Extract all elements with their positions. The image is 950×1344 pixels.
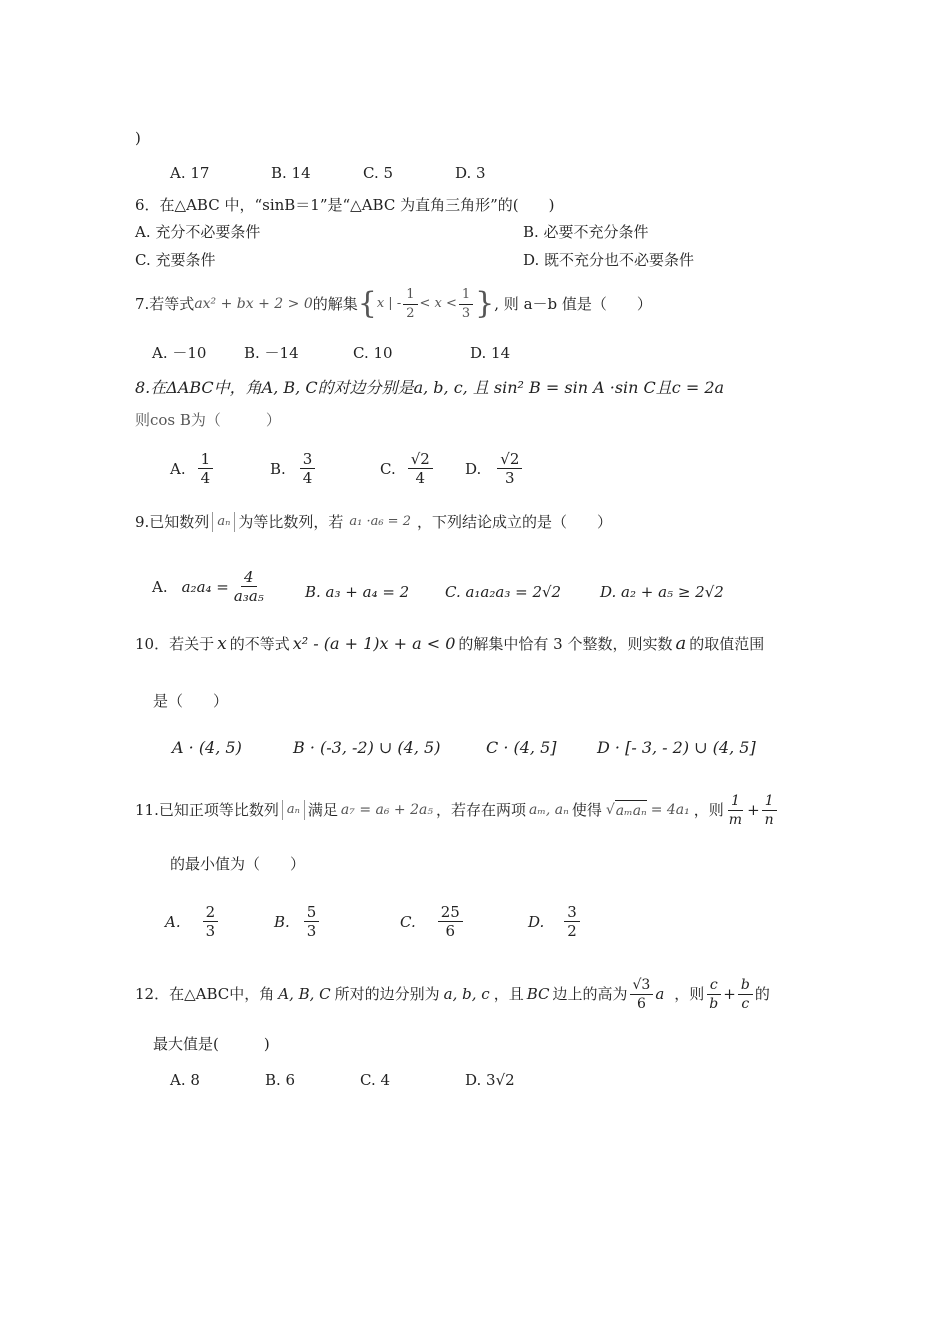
q11-sqrt-body: aₘaₙ [615, 800, 647, 821]
q11-prefix: 11.已知正项等比数列 [135, 801, 279, 819]
q9-sequence: aₙ [212, 512, 235, 532]
q6-stem: 6．在△ABC 中，“sinB＝1”是“△ABC 为直角三角形”的( ) [135, 196, 555, 214]
q7-option-a: A. －10 [152, 344, 207, 362]
q8-option-b: B. $\frac{3}{4}$ [270, 450, 317, 487]
q11-equals: = 4a₁ [650, 802, 690, 818]
q7-set-mid: < x < [419, 296, 457, 311]
q11-fraction-1n: $\frac{1}{n}$ [762, 792, 777, 829]
q8-option-a: A. $\frac{1}{4}$ [170, 450, 215, 487]
q7-option-c: C. 10 [353, 344, 393, 362]
q11-terms: aₘ, aₙ [528, 802, 569, 818]
q8-option-a-fraction: $\frac{1}{4}$ [198, 450, 214, 487]
q12-prefix: 12．在△ABC中，角 [135, 985, 275, 1003]
q12-height-fraction: $\frac{√3}{6}$ [630, 976, 654, 1013]
q10-option-a: A · (4, 5) [172, 738, 242, 757]
q10-option-b: B · (-3, -2) ∪ (4, 5) [293, 738, 441, 757]
q5-tail: ) [135, 129, 141, 147]
q7-option-d: D. 14 [470, 344, 511, 362]
q12-height-a: a [655, 985, 665, 1003]
q10-mid: 的不等式 [229, 635, 290, 653]
q7-suffix: , 则 a－b 值是（ ） [494, 295, 652, 313]
q10-option-c: C · (4, 5] [486, 738, 557, 757]
q12-option-b: B. 6 [265, 1071, 296, 1089]
q7-option-b: B. －14 [244, 344, 299, 362]
q10-var-x: x [217, 634, 227, 654]
q12-mid: 所对的边分别为 [334, 985, 440, 1003]
q12-fraction-bc: $\frac{b}{c}$ [738, 976, 753, 1013]
q11-mid2: ，若存在两项 [435, 801, 526, 819]
q10-line2: 是（ ） [153, 692, 229, 710]
q8-line2: 则cos B为（ ） [135, 411, 281, 429]
q9-mid: 为等比数列，若 [238, 513, 344, 531]
q7-prefix: 7.若等式 [135, 295, 195, 313]
q9-suffix: ，下列结论成立的是（ ） [416, 513, 612, 531]
q12-mid4: ，则 [674, 985, 705, 1003]
q7-brace-right: } [475, 286, 495, 321]
q10-stem [135, 634, 764, 654]
q11-option-b: B. $\frac{5}{3}$ [274, 903, 321, 940]
q10-prefix: 10．若关于 [135, 635, 215, 653]
q5-option-d: D. 3 [455, 164, 486, 182]
q8-stem: 8.在ΔABC中，角A, B, C的对边分别是a, b, c, 且 sin² B = sin A ·sin C且c = 2a [135, 378, 725, 397]
q12-angles: A, B, C [278, 985, 331, 1003]
q6-option-b: B. 必要不充分条件 [523, 223, 649, 241]
q7-inequality: ax² + bx + 2 > 0 [194, 296, 313, 312]
q7-fraction-half: $\frac{1}{2}$ [403, 286, 417, 323]
q11-option-a: A. $\frac{2}{3}$ [165, 903, 220, 940]
q10-inequality: x² - (a + 1)x + a < 0 [292, 634, 456, 653]
q8-option-d-fraction: $\frac{√2}{3}$ [497, 450, 522, 487]
q12-stem [135, 972, 770, 1016]
q12-option-c: C. 4 [360, 1071, 391, 1089]
q12-line2: 最大值是( ) [153, 1035, 270, 1053]
q8-option-b-fraction: $\frac{3}{4}$ [300, 450, 316, 487]
q9-prefix: 9.已知数列 [135, 513, 210, 531]
q5-option-c: C. 5 [363, 164, 394, 182]
q10-suffix: 的解集中恰有 3 个整数，则实数 [458, 635, 673, 653]
q7-brace-left: { [357, 286, 377, 321]
q11-option-d: D. $\frac{3}{2}$ [528, 903, 582, 940]
q6-option-a: A. 充分不必要条件 [135, 223, 261, 241]
q11-option-d-fraction: $\frac{3}{2}$ [564, 903, 580, 940]
q12-suffix: 的 [754, 985, 770, 1003]
q9-option-d: D. a₂ + a₅ ≥ 2√2 [600, 583, 724, 601]
q9-option-a-fraction: $\frac{4}{\text{a₃a₅}}$ [233, 568, 264, 605]
q6-option-c: C. 充要条件 [135, 251, 216, 269]
q5-option-b: B. 14 [271, 164, 311, 182]
q11-line2: 的最小值为（ ） [170, 855, 306, 873]
q9-option-c: C. a₁a₂a₃ = 2√2 [445, 583, 562, 601]
q9-stem [135, 512, 612, 532]
q11-sqrt-sign: √ [605, 802, 615, 818]
q5-option-a: A. 17 [170, 164, 210, 182]
q12-option-a: A. 8 [170, 1071, 200, 1089]
q12-mid3: 边上的高为 [552, 985, 628, 1003]
q11-mid4: ，则 [693, 801, 724, 819]
q11-option-b-fraction: $\frac{5}{3}$ [304, 903, 320, 940]
q11-sequence: aₙ [282, 800, 305, 820]
q11-condition: a₇ = a₆ + 2a₅ [340, 802, 433, 818]
q7-fraction-third: $\frac{1}{3}$ [459, 286, 473, 323]
q10-option-d: D · [- 3, - 2) ∪ (4, 5] [597, 738, 756, 757]
q7-mid: 的解集 [312, 295, 358, 313]
q6-option-d: D. 既不充分也不必要条件 [523, 251, 695, 269]
q11-option-c: C. $\frac{25}{6}$ [400, 903, 465, 940]
q11-option-c-fraction: $\frac{25}{6}$ [438, 903, 463, 940]
q8-option-c-fraction: $\frac{√2}{4}$ [408, 450, 433, 487]
q10-tail: 的取值范围 [689, 635, 765, 653]
q12-sides: a, b, c [443, 985, 490, 1003]
q10-var-a: a [675, 633, 687, 654]
q9-option-a: A. a₂a₄ = $\frac{4}{\text{a₃a₅}}$ [152, 568, 269, 605]
q11-mid3: 使得 [571, 801, 602, 819]
q12-mid2: ，且 [493, 985, 524, 1003]
q11-fraction-1m: $\frac{1}{m}$ [728, 792, 743, 828]
q11-mid: 满足 [307, 801, 338, 819]
q12-option-d: D. 3√2 [465, 1071, 515, 1089]
q11-plus: + [747, 801, 760, 819]
q7-set-left: x | - [376, 296, 402, 311]
q9-condition: a₁ ·a₆ = 2 [349, 514, 411, 529]
q9-option-b: B. a₃ + a₄ = 2 [305, 583, 410, 601]
q12-bc: BC [526, 985, 550, 1003]
q12-plus: + [723, 985, 736, 1003]
q7-stem [135, 284, 652, 324]
q8-option-c: C. $\frac{√2}{4}$ [380, 450, 435, 487]
q8-option-d: D. $\frac{√2}{3}$ [465, 450, 524, 487]
q11-stem [135, 788, 779, 832]
q11-option-a-fraction: $\frac{2}{3}$ [203, 903, 219, 940]
q12-fraction-cb: $\frac{c}{b}$ [706, 976, 721, 1013]
